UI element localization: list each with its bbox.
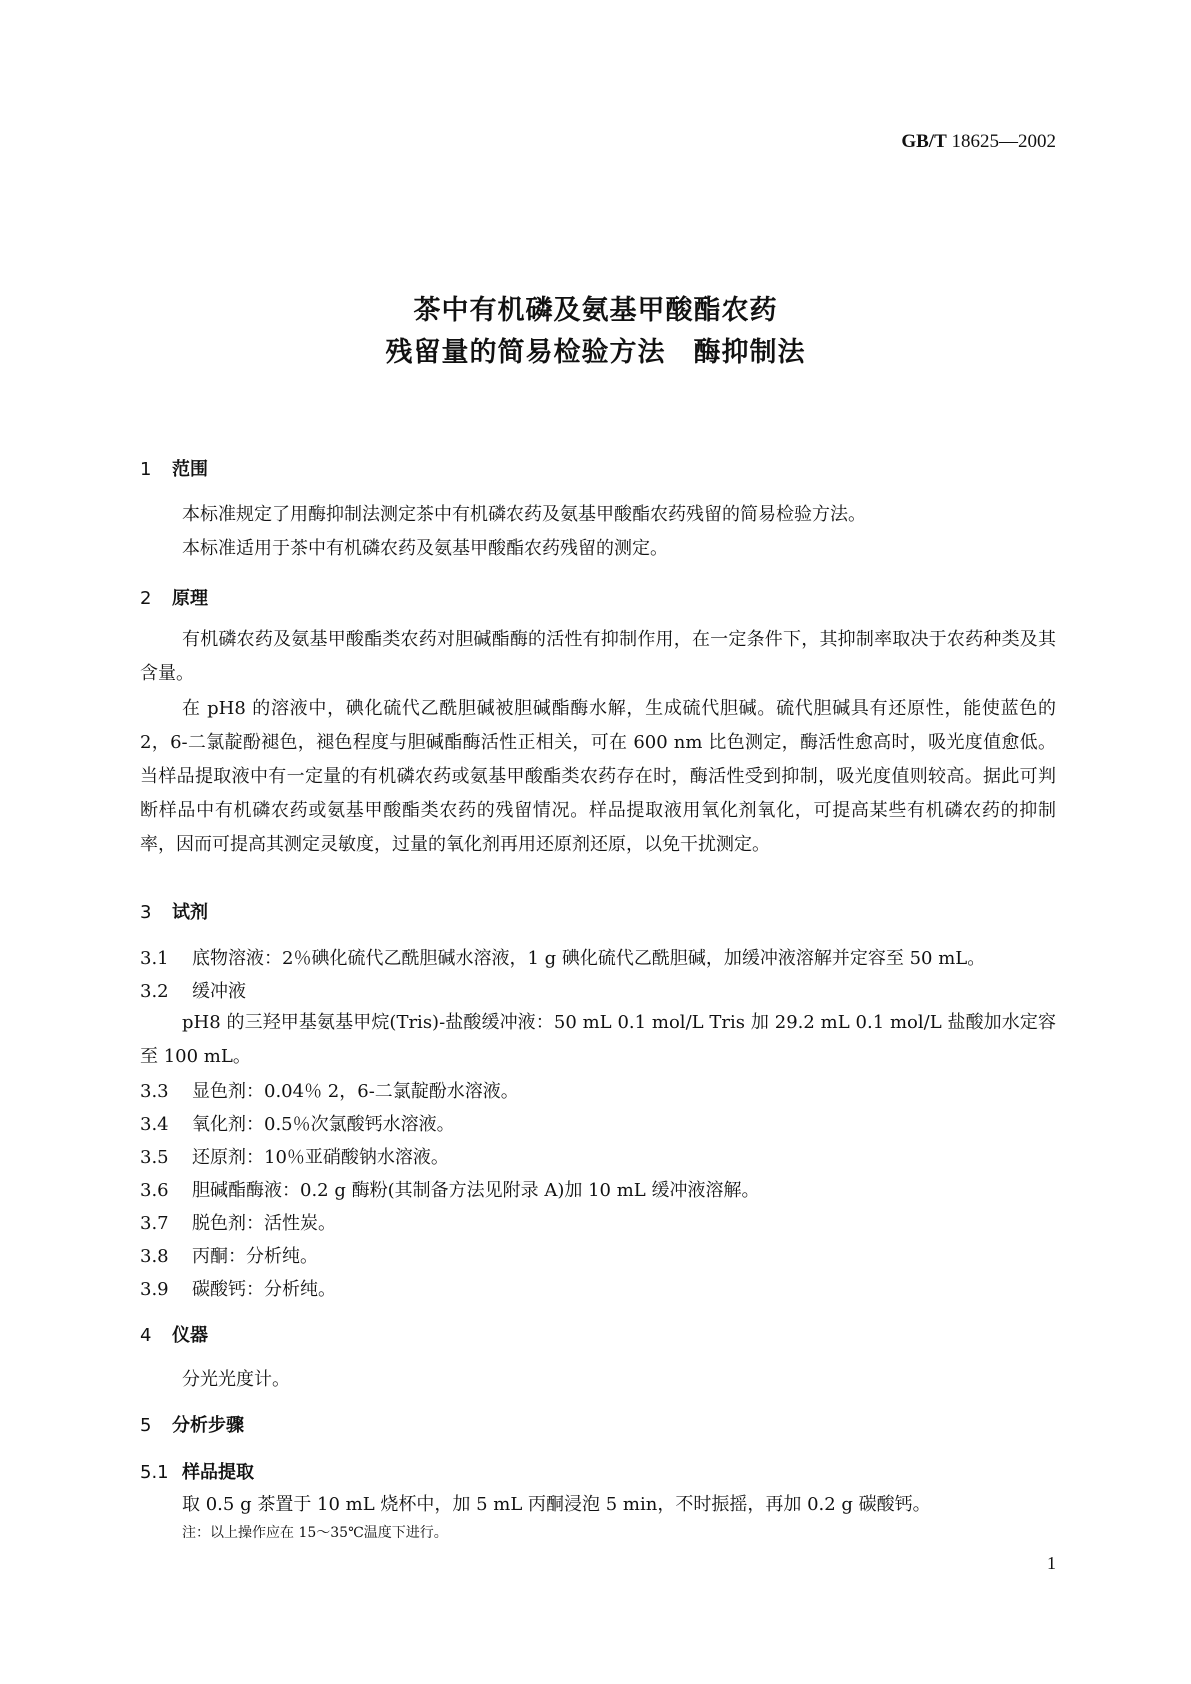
reagent-item: 3.1 底物溶液：2％碘化硫代乙酰胆碱水溶液，1 g 碘化硫代乙酰胆碱，加缓冲液溶解并定容至 50 mL。 [140, 948, 986, 969]
reagent-item: 3.3 显色剂：0.04％ 2，6-二氯靛酚水溶液。 [140, 1081, 519, 1102]
reagent-item: 3.8 丙酮：分析纯。 [140, 1246, 318, 1267]
subsection-5-1-text: 取 0.5 g 茶置于 10 mL 烧杯中，加 5 mL 丙酮浸泡 5 min，不时振摇，再加 0.2 g 碳酸钙。 [182, 1494, 931, 1515]
section-2-heading: 2 原理 [140, 588, 208, 609]
reagent-item: 3.5 还原剂：10％亚硝酸钠水溶液。 [140, 1147, 449, 1168]
section-2-paragraph-2: 在 pH8 的溶液中，碘化硫代乙酰胆碱被胆碱酯酶水解，生成硫代胆碱。硫代胆碱具有还原性，能使蓝色的 2，6-二氯靛酚褪色，褪色程度与胆碱酯酶活性正相关，可在 600 nm 比色测定，酶活性愈高时，吸光度值愈低。当样品提取液中有一定量的有机磷农药或氨基甲酸酯类农药存在时，酶活性受到抑制，吸光度值则较高。据此可判断样品中有机磷农药或氨基甲酸酯类农药的残留情况。样品提取液用氧化剂氧化，可提高某些有机磷农药的抑制率，因而可提高其测定灵敏度，过量的氧化剂再用还原剂还原，以免干扰测定。 [140, 698, 1056, 855]
reagent-item: 3.7 脱色剂：活性炭。 [140, 1213, 336, 1234]
section-1-paragraph-1: 本标准规定了用酶抑制法测定茶中有机磷农药及氨基甲酸酯农药残留的简易检验方法。 [182, 504, 866, 525]
section-4-paragraph: 分光光度计。 [182, 1369, 290, 1390]
reagent-item: 3.9 碳酸钙：分析纯。 [140, 1279, 336, 1300]
subsection-5-1-heading: 5.1 样品提取 [140, 1462, 254, 1483]
section-1-heading: 1 范围 [140, 459, 208, 480]
reagent-item: 3.2 缓冲液 [140, 981, 246, 1002]
reagent-item: 3.6 胆碱酯酶液：0.2 g 酶粉(其制备方法见附录 A)加 10 mL 缓冲液溶解。 [140, 1180, 760, 1201]
buffer-description: pH8 的三羟甲基氨基甲烷(Tris)-盐酸缓冲液：50 mL 0.1 mol/L Tris 加 29.2 mL 0.1 mol/L 盐酸加水定容至 100 mL。 [140, 1012, 1056, 1067]
section-3-heading: 3 试剂 [140, 902, 208, 923]
page-number: 1 [1047, 1553, 1056, 1573]
section-2-paragraph-1: 有机磷农药及氨基甲酸酯类农药对胆碱酯酶的活性有抑制作用，在一定条件下，其抑制率取决于农药种类及其含量。 [140, 629, 1056, 684]
document-title-line-2: 残留量的简易检验方法 酶抑制法 [385, 337, 806, 368]
standard-code: GB/T 18625—2002 [901, 131, 1056, 152]
note: 注：以上操作应在 15～35℃温度下进行。 [182, 1525, 448, 1541]
section-1-paragraph-2: 本标准适用于茶中有机磷农药及氨基甲酸酯农药残留的测定。 [182, 538, 668, 559]
section-5-heading: 5 分析步骤 [140, 1415, 244, 1436]
reagent-item: 3.4 氧化剂：0.5％次氯酸钙水溶液。 [140, 1114, 455, 1135]
document-title-line-1: 茶中有机磷及氨基甲酸酯农药 [413, 295, 778, 326]
section-4-heading: 4 仪器 [140, 1325, 208, 1346]
